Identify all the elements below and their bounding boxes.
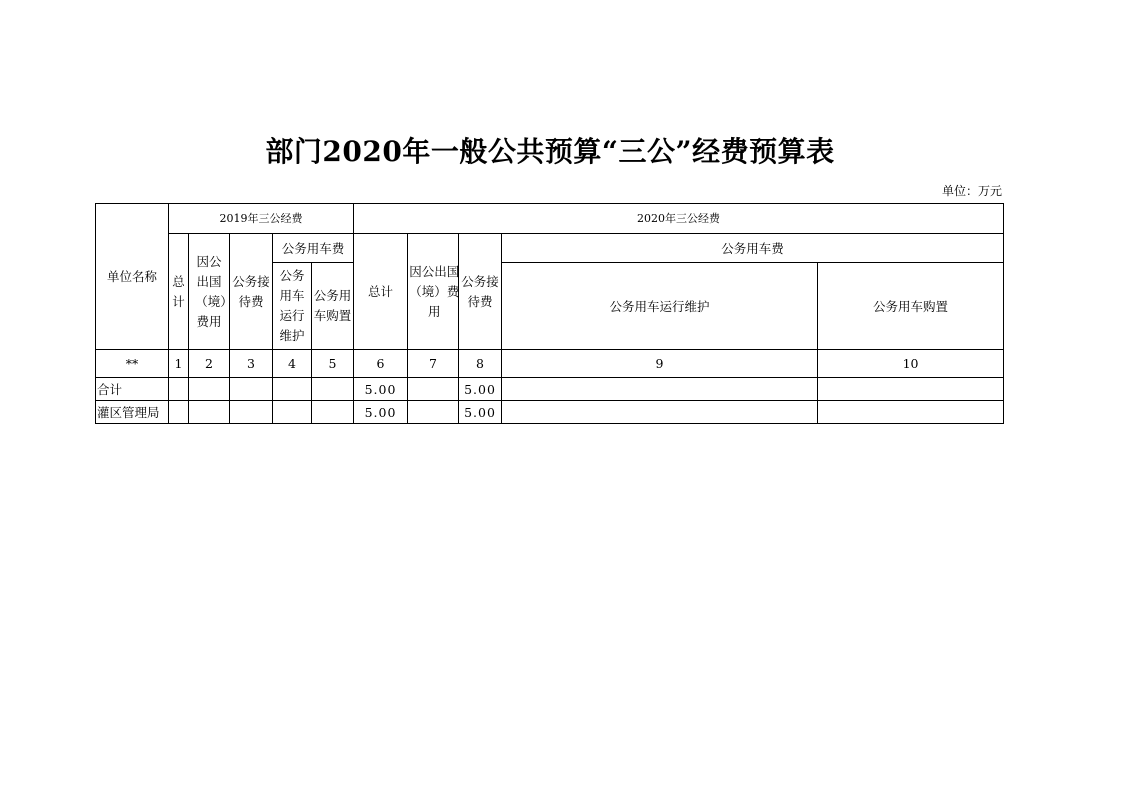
data-cell bbox=[408, 378, 459, 401]
data-cell: 5.00 bbox=[354, 401, 408, 424]
index-cell: 10 bbox=[818, 350, 1004, 378]
index-cell: 3 bbox=[230, 350, 273, 378]
index-cell: 7 bbox=[408, 350, 459, 378]
header-2020-reception: 公务接待费 bbox=[459, 234, 502, 350]
index-row bbox=[96, 350, 1004, 378]
row-name: 灌区管理局 bbox=[96, 401, 169, 424]
data-cell: 5.00 bbox=[354, 378, 408, 401]
header-2020: 2020年三公经费 bbox=[354, 204, 1004, 234]
data-cell bbox=[230, 378, 273, 401]
data-cell bbox=[312, 378, 354, 401]
header-2020-car-fee: 公务用车费 bbox=[502, 234, 1004, 263]
data-cell bbox=[312, 401, 354, 424]
header-2020-car-run: 公务用车运行维护 bbox=[502, 263, 818, 350]
data-cell bbox=[169, 401, 189, 424]
header-2019-car-buy: 公务用车购置 bbox=[312, 263, 354, 350]
data-cell bbox=[818, 378, 1004, 401]
page-title: 部门2020年一般公共预算“三公”经费预算表 bbox=[265, 135, 835, 168]
data-cell: 5.00 bbox=[459, 378, 502, 401]
row-name: 合计 bbox=[96, 378, 169, 401]
table-row bbox=[96, 401, 1004, 424]
index-cell: 4 bbox=[273, 350, 312, 378]
header-2019-car-fee: 公务用车费 bbox=[273, 234, 354, 263]
data-cell bbox=[189, 401, 230, 424]
index-cell: 2 bbox=[189, 350, 230, 378]
index-cell: 5 bbox=[312, 350, 354, 378]
data-cell bbox=[273, 378, 312, 401]
header-2019-car-run: 公务用车运行维护 bbox=[273, 263, 312, 350]
header-row-categories bbox=[96, 234, 1004, 263]
index-cell: 6 bbox=[354, 350, 408, 378]
index-cell: 8 bbox=[459, 350, 502, 378]
unit-label: 单位：万元 bbox=[941, 184, 1002, 198]
data-cell bbox=[230, 401, 273, 424]
data-cell bbox=[273, 401, 312, 424]
budget-table bbox=[95, 203, 1004, 424]
data-cell bbox=[189, 378, 230, 401]
header-2019-reception: 公务接待费 bbox=[230, 234, 273, 350]
data-cell bbox=[818, 401, 1004, 424]
data-cell bbox=[502, 401, 818, 424]
data-cell: 5.00 bbox=[459, 401, 502, 424]
table-row bbox=[96, 378, 1004, 401]
index-cell: 9 bbox=[502, 350, 818, 378]
data-cell bbox=[502, 378, 818, 401]
header-2020-car-buy: 公务用车购置 bbox=[818, 263, 1004, 350]
header-2019-total: 总计 bbox=[169, 234, 189, 350]
header-row-years bbox=[96, 204, 1004, 234]
data-cell bbox=[408, 401, 459, 424]
header-2020-abroad: 因公出国（境）费用 bbox=[408, 234, 459, 350]
index-cell: ** bbox=[96, 350, 169, 378]
header-2020-total: 总计 bbox=[354, 234, 408, 350]
header-2019: 2019年三公经费 bbox=[169, 204, 354, 234]
header-2019-abroad: 因公出国（境）费用 bbox=[189, 234, 230, 350]
header-unit-name: 单位名称 bbox=[96, 204, 169, 350]
data-cell bbox=[169, 378, 189, 401]
index-cell: 1 bbox=[169, 350, 189, 378]
